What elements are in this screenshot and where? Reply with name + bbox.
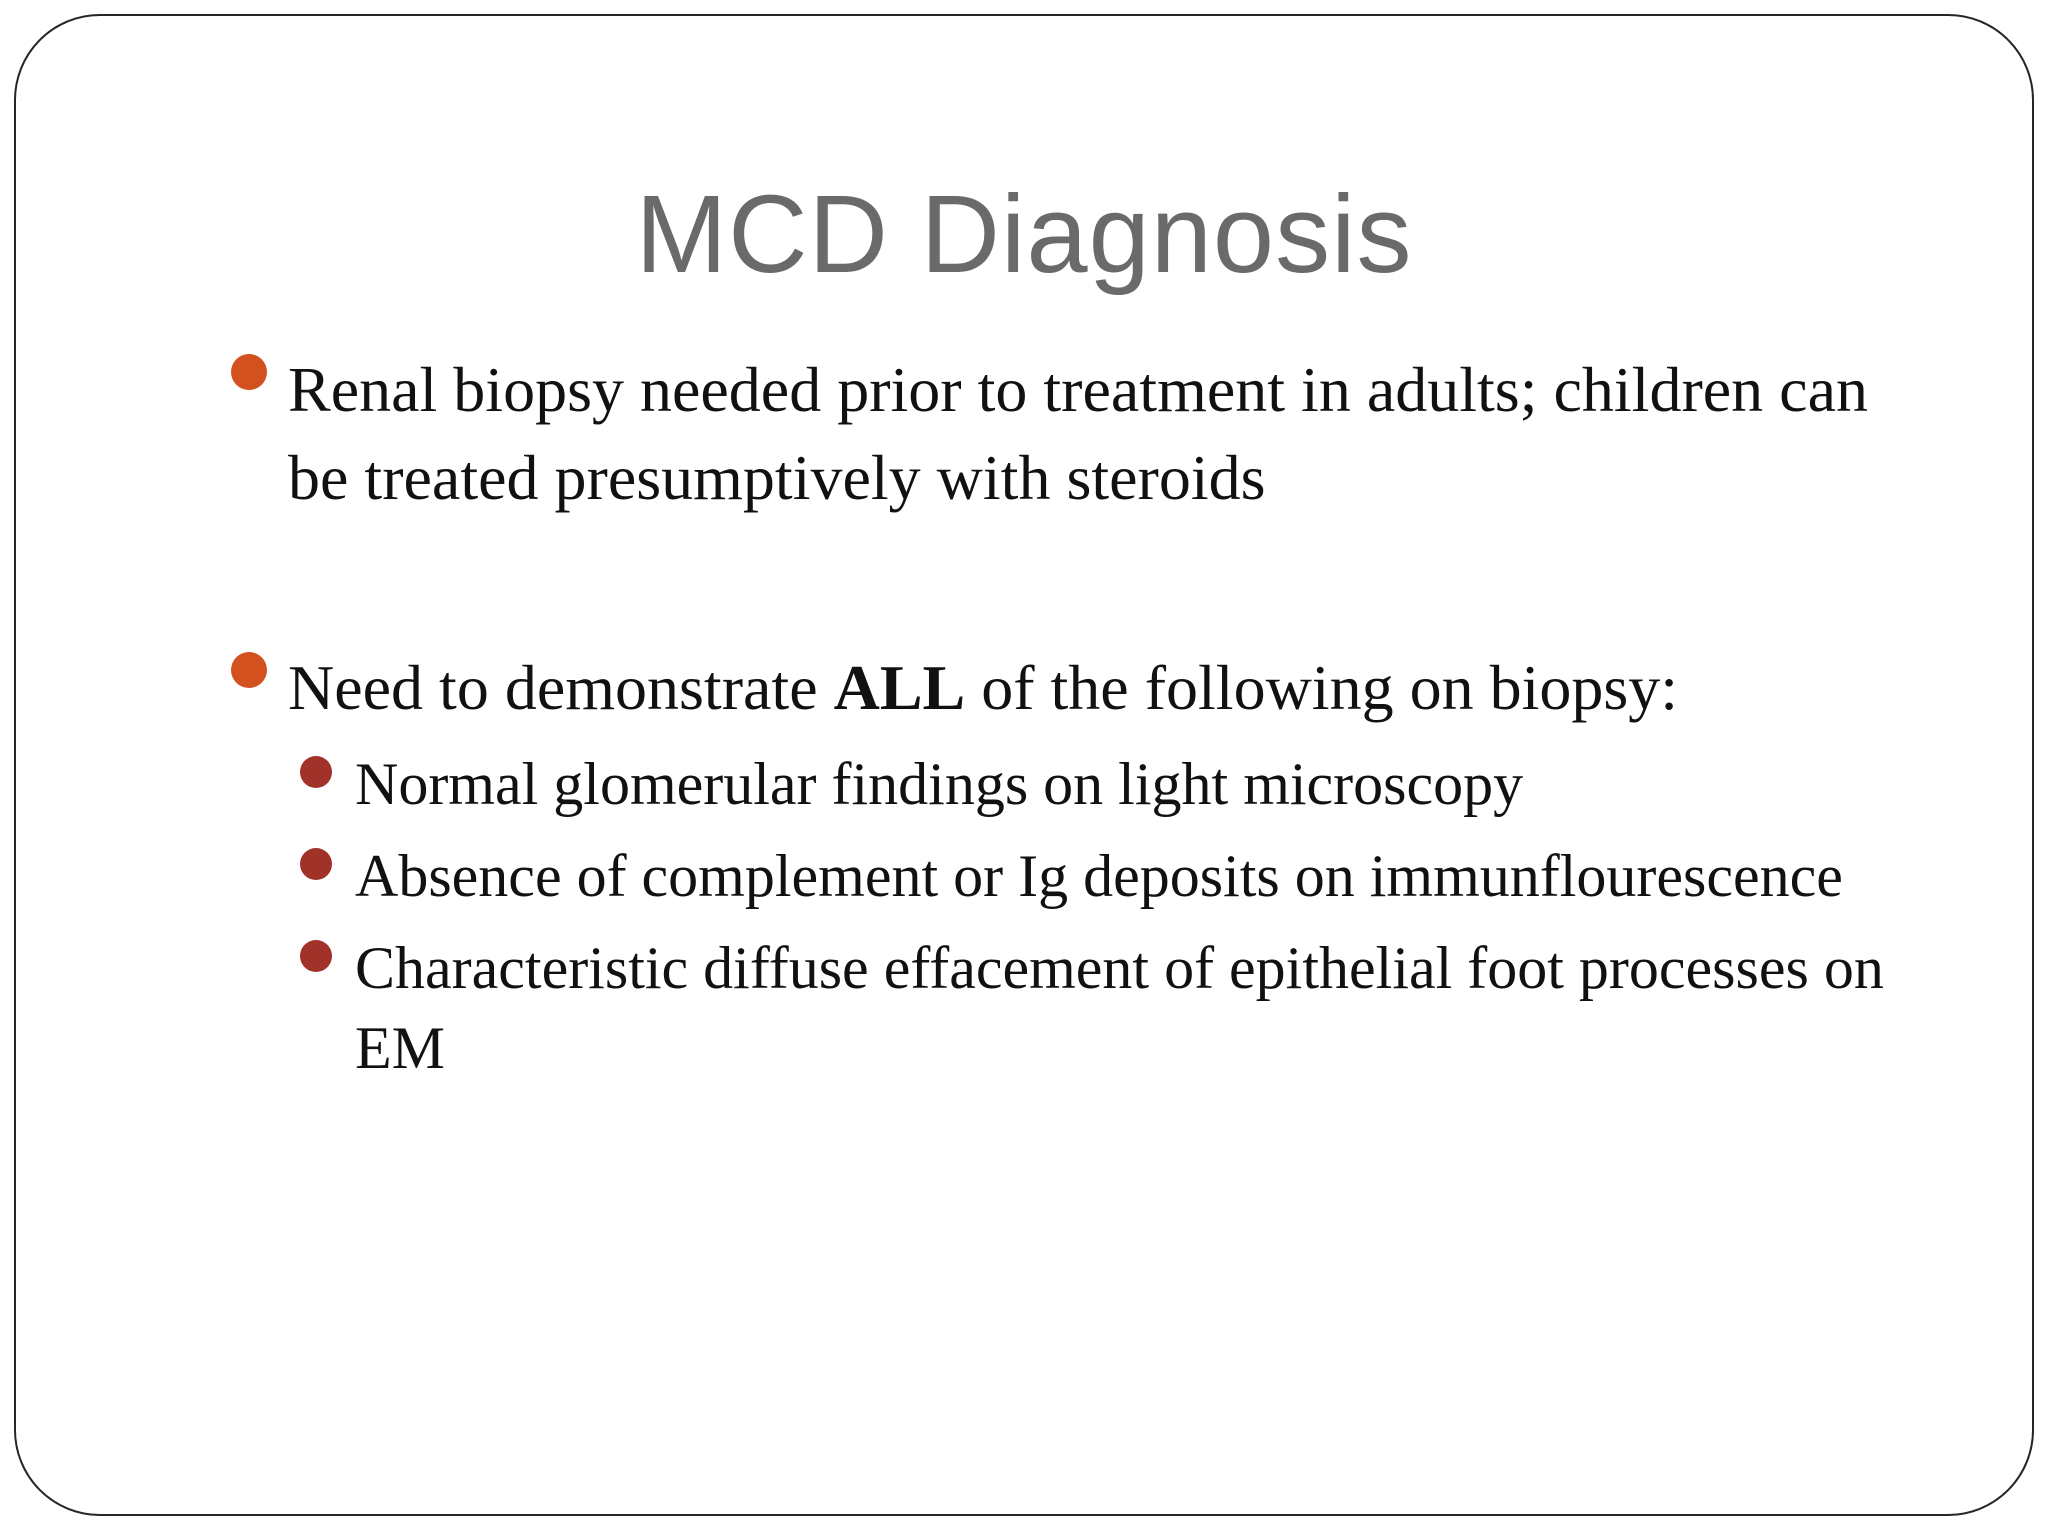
bullet-dot-icon xyxy=(231,652,267,688)
sub-bullet-dot-icon xyxy=(300,940,332,972)
bullet-dot-icon xyxy=(231,354,267,390)
sub-bullet-item-3 xyxy=(355,928,1915,1088)
bullet-text-before: Need to demonstrate xyxy=(288,652,834,723)
bullet-text-after: of the following on biopsy: xyxy=(965,652,1679,723)
sub-bullet-text: Characteristic diffuse effacement of epithelial foot processes on EM xyxy=(355,935,1884,1081)
bullet-text: Renal biopsy needed prior to treatment in adults; children can be treated presumptively with steroids xyxy=(288,354,1868,513)
sub-bullet-item-2 xyxy=(355,836,1955,916)
bullet-text-emphasis: ALL xyxy=(833,652,966,723)
bullet-item-2 xyxy=(288,644,1888,732)
sub-bullet-dot-icon xyxy=(300,848,332,880)
slide-title: MCD Diagnosis xyxy=(635,173,1413,296)
sub-bullet-dot-icon xyxy=(300,756,332,788)
sub-bullet-text: Absence of complement or Ig deposits on immunflourescence xyxy=(355,843,1843,909)
sub-bullet-text: Normal glomerular findings on light microscopy xyxy=(355,751,1524,817)
bullet-item-1 xyxy=(288,346,1888,522)
sub-bullet-item-1 xyxy=(355,744,1955,824)
